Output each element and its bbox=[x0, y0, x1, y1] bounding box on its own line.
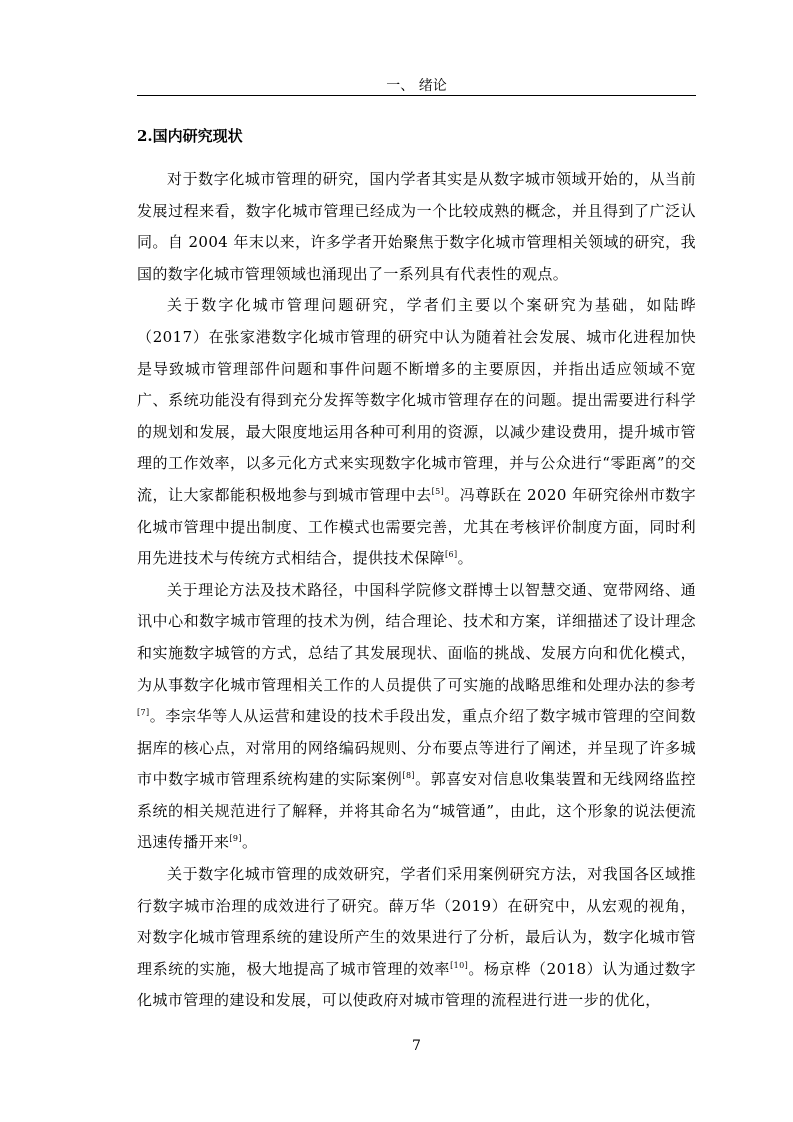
paragraph-text: 关于数字化城市管理问题研究，学者们主要以个案研究为基础，如陆晔（2017）在张家港数字化城市管理的研究中认为随着社会发展、城市化进程加快是导致城市管理部件问题和事件问题不断增多的主要原因，并指出适应领域不宽广、系统功能没有得到充分发挥等数字化城市管理存在的问题。提出需要进行科学的规划和发展，最大限度地运用各种可利用的资源，以减少建设费用，提升城市管理的工作效率，以多元化方式来实现数字化城市管理，并与公众进行“零距离”的交流，让大家都能积极地参与到城市管理中去 bbox=[137, 296, 696, 504]
paragraph-text: 。 bbox=[241, 833, 258, 852]
paragraph-text: 。冯尊跃在 2020 年研究徐州市数字化城市管理中提出制度、工作模式也需要完善，尤其在考核评价制度方面，同时利用先进技术与传统方式相结合，提供技术保障 bbox=[137, 485, 696, 568]
citation-marker: [9] bbox=[229, 834, 242, 844]
paragraph-text: 关于数字化城市管理的成效研究，学者们采用案例研究方法，对我国各区域推行数字城市治理的成效进行了研究。薛万华（2019）在研究中，从宏观的视角，对数字化城市管理系统的建设所产生的效果进行了分析，最后认为，数字化城市管理系统的实施，极大地提高了城市管理的效率 bbox=[137, 865, 696, 978]
paragraph bbox=[137, 859, 696, 1017]
citation-marker: [10] bbox=[450, 960, 469, 970]
paragraph-text: 关于理论方法及技术路径，中国科学院修文群博士以智慧交通、宽带网络、通讯中心和数字城市管理的技术为例，结合理论、技术和方案，详细描述了设计理念和实施数字城管的方式，总结了其发展现状、面临的挑战、发展方向和优化模式，为从事数字化城市管理相关工作的人员提供了可实施的战略思维和处理办法的参考 bbox=[137, 580, 696, 694]
paragraph-text: 。郭喜安对信息收集装置和无线网络监控系统的相关规范进行了解释，并将其命名为“城管通”，由此，这个形象的说法便流迅速传播开来 bbox=[137, 770, 696, 852]
body-text bbox=[137, 164, 696, 1017]
citation-marker: [7] bbox=[137, 708, 150, 718]
paragraph-text: 。李宗华等人从运营和建设的技术手段出发，重点介绍了数字城市管理的空间数据库的核心点，对常用的网络编码规则、分布要点等进行了阐述，并呈现了许多城市中数字城市管理系统构建的实际案例 bbox=[137, 707, 696, 789]
paragraph bbox=[137, 575, 696, 859]
paragraph-text: 。杨京桦（2018）认为通过数字化城市管理的建设和发展，可以使政府对城市管理的流程进行进一步的优化， bbox=[137, 959, 696, 1010]
page-number: 7 bbox=[412, 1038, 421, 1054]
section-heading: 2.国内研究现状 bbox=[137, 127, 243, 145]
paragraph bbox=[137, 290, 696, 574]
paragraph-text: 对于数字化城市管理的研究，国内学者其实是从数字城市领域开始的，从当前发展过程来看，数字化城市管理已经成为一个比较成熟的概念，并且得到了广泛认同。自 2004 年末以来，许多学者开始聚焦于数字化城市管理相关领域的研究，我国的数字化城市管理领域也涌现出了一系列具有代表性的观点。 bbox=[137, 170, 696, 283]
citation-marker: [5] bbox=[431, 486, 445, 496]
citation-marker: [8] bbox=[402, 771, 415, 781]
citation-marker: [6] bbox=[445, 550, 458, 560]
running-header: 一、 绪论 bbox=[386, 78, 447, 94]
paragraph bbox=[137, 164, 696, 290]
header-rule bbox=[137, 95, 696, 96]
paragraph-text: 。 bbox=[457, 549, 473, 568]
